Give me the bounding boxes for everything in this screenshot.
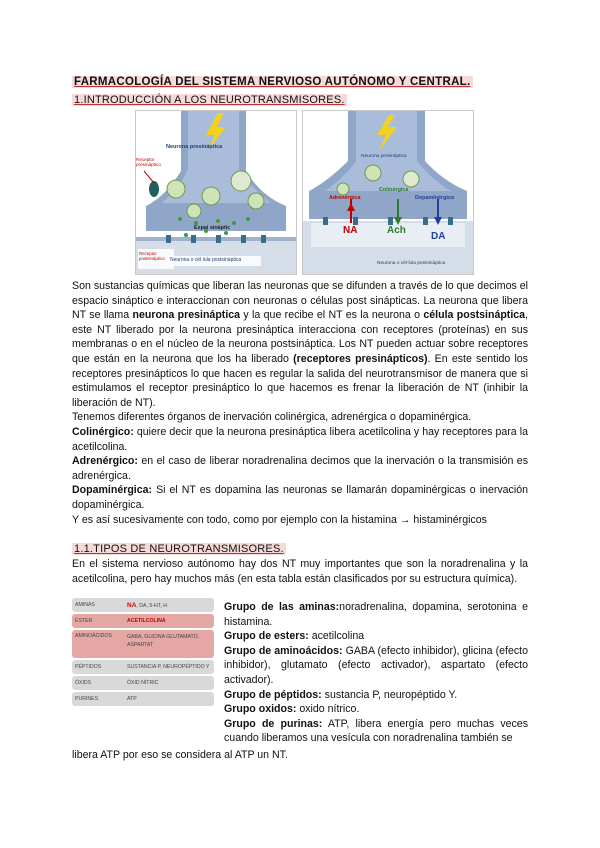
- label-colinergica: Colinérgica: [379, 187, 409, 193]
- paragraph-adrenergico: Adrenérgico: en el caso de liberar noradrenalina decimos que la inervación o la transmisión es adrenérgica.: [72, 455, 528, 482]
- label-receptor-presinaptico: Receptor presináptico: [136, 157, 161, 167]
- paragraph-2: Tenemos diferentes órganos de inervación colinérgica, adrenérgica o dopaminérgica.: [72, 411, 472, 424]
- intro-text: [72, 279, 528, 527]
- list-item: Grupo de aminoácidos: GABA (efecto inhibidor), glicina (efecto inhibidor), glutamato (efecto activador), aspartato (efecto activador).: [224, 644, 528, 686]
- neurotransmitter-table: [72, 598, 214, 708]
- label-ach: Ach: [387, 225, 406, 236]
- table-row: PÉPTIDOS SUSTANCIA P, NEUROPÉPTIDO Y: [72, 660, 214, 674]
- paragraph-colinergico: Colinérgico: quiere decir que la neurona presináptica libera acetilcolina y hay receptores para la acetilcolina.: [72, 425, 528, 453]
- table-row: AMINOÁCIDOS GABA, GLICINA GLUTAMATO, ASPARTAT: [72, 630, 214, 658]
- label-dopaminergica: Dopaminérgica: [415, 195, 454, 201]
- nt-group-list: [224, 600, 528, 746]
- table-row: AMINAS NA, DA, 5-HT, H: [72, 598, 214, 612]
- table-row: PURINES ATP: [72, 692, 214, 706]
- section-heading: 1.INTRODUCCIÓN A LOS NEUROTRANSMISORES.: [74, 94, 345, 106]
- list-item: Grupo de las aminas:noradrenalina, dopamina, serotonina e histamina.: [224, 601, 528, 628]
- label-receptor-postsinaptico: Receptor postsináptico: [139, 251, 165, 261]
- label-neurona-presinaptica: Neurona presináptica: [166, 144, 223, 150]
- label-na: NA: [343, 225, 358, 236]
- synapse-figure-left: [135, 110, 297, 275]
- label-da: DA: [431, 231, 446, 242]
- list-item: Grupo de péptidos: sustancia P, neuropéptido Y.: [224, 688, 458, 701]
- label-adrenergica: Adrenérgica: [329, 195, 361, 201]
- list-item: Grupo oxidos: oxido nítrico.: [224, 703, 360, 716]
- list-item: Grupo de esters: acetilcolina: [224, 630, 365, 643]
- label-neurona-presinaptica-right: Neurona presináptica: [361, 154, 407, 159]
- label-cellula-postsinaptica: Neurona o cèl·lula postsinàptica: [170, 257, 242, 263]
- table-row: ÓXIDS ÒXID NÍTRIC: [72, 676, 214, 690]
- paragraph-1: Son sustancias químicas que liberan las neuronas que se difunden a través de lo que decimos el espacio sináptico e interaccionan con neuronas o células post sinápticas. La neurona que libera NT se llama neurona presináptica y la que recibe el NT es la neurona o célula postsináptica, este NT liberado por la neurona presináptica interacciona con receptores (proteínas) en sus membranas o en el núcleo de la neurona postsináptica. Los NT pueden actuar sobre receptores que están en la neurona que los ha liberado (receptores presinápticos). En este sentido los receptores presinápticos lo que hacen es regular la salida del neurotransmisor de manera que si estimulamos el receptor presináptico lo que hacemos es frenar la liberación de NT (inhibir la liberación de NT).: [72, 280, 529, 409]
- section-1-1-heading: 1.1.TIPOS DE NEUROTRANSMISORES.: [74, 543, 284, 555]
- table-row: ÉSTER ACETILCOLINA: [72, 614, 214, 628]
- list-item: Grupo de purinas: ATP, libera energía pero muchas veces cuando liberamos una vesícula con noradrenalina también se: [224, 717, 528, 745]
- section-intro-text: En el sistema nervioso autónomo hay dos NT muy importantes que son la noradrenalina y la acetilcolina, pero hay muchos más (en esta tabla están clasificados por su estructura química).: [72, 558, 528, 585]
- paragraph-dopaminergica: Dopaminérgica: Si el NT es dopamina las neuronas se llamarán dopaminérgicas o inervación dopaminérgica.: [72, 484, 528, 511]
- closing-sentence: libera ATP por eso se considera al ATP un NT.: [72, 749, 288, 761]
- document-title: FARMACOLOGÍA DEL SISTEMA NERVIOSO AUTÓNOMO Y CENTRAL.: [74, 76, 471, 88]
- paragraph-histamina: Y es así sucesivamente con todo, como por ejemplo con la histamina → histaminérgicos: [72, 513, 487, 526]
- synapse-figure-right: [302, 110, 474, 275]
- label-espai-sinaptic: Espai sinàptic: [194, 225, 231, 231]
- label-cellula-postsinaptica-right: Neurona o cèl·lula postsinàptica: [377, 261, 446, 266]
